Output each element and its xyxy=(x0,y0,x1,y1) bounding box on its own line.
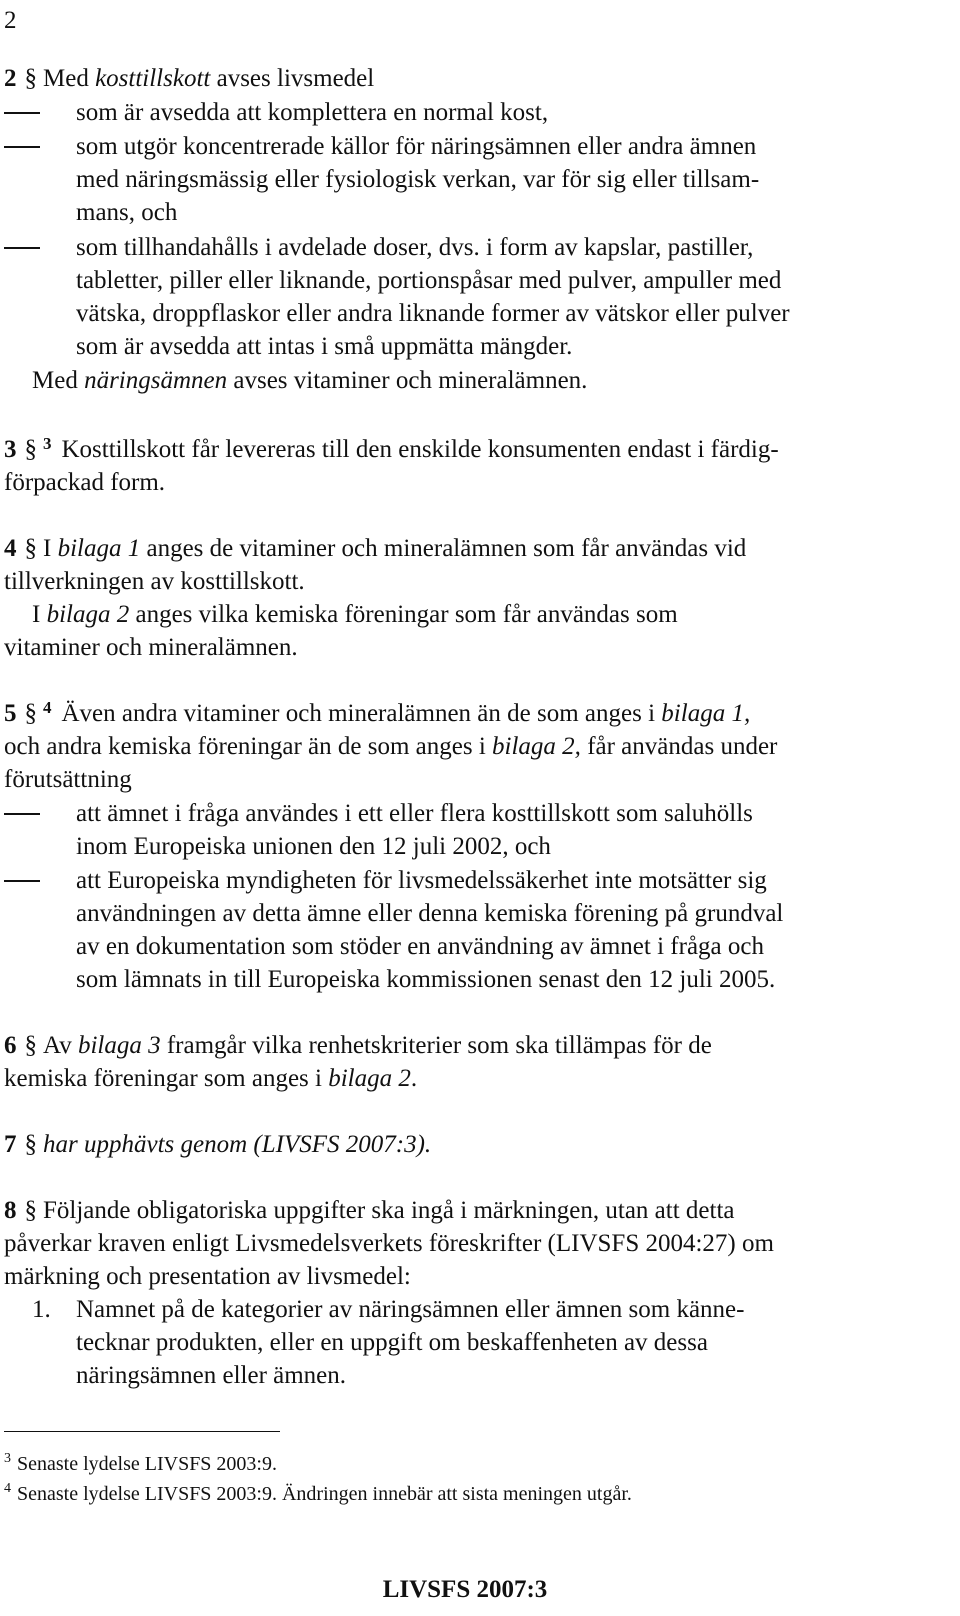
text: och andra kemiska föreningar än de som anges i xyxy=(4,733,493,760)
footnote-ref: 4 xyxy=(43,698,52,717)
section-3-heading-line xyxy=(4,433,779,468)
text: Följande obligatoriska uppgifter ska ingå i märkningen, utan att detta xyxy=(43,1197,735,1224)
paragraph-line xyxy=(4,730,777,763)
footnote-text: Senaste lydelse LIVSFS 2003:9. xyxy=(17,1453,277,1475)
list-item-continuation: av en dokumentation som stöder en användning av ämnet i fråga och xyxy=(76,933,764,960)
term-kosttillskott: kosttillskott xyxy=(95,65,211,92)
section-number: 7 xyxy=(4,1131,17,1158)
list-item: som är avsedda att komplettera en normal kost, xyxy=(76,99,549,126)
section-sign: § xyxy=(24,436,37,463)
section-4-heading-line xyxy=(4,532,746,565)
footnote-number: 4 xyxy=(4,1481,11,1496)
footnote-number: 3 xyxy=(4,1451,11,1466)
paragraph-line xyxy=(4,1062,417,1095)
text: . xyxy=(410,1065,418,1092)
section-number: 6 xyxy=(4,1032,17,1059)
dash-bullet xyxy=(4,112,40,114)
paragraph-line xyxy=(32,364,587,397)
list-item-continuation: som är avsedda att intas i små uppmätta mängder. xyxy=(76,333,573,360)
text: anges vilka kemiska föreningar som får användas som xyxy=(129,601,678,628)
list-item-continuation: näringsämnen eller ämnen. xyxy=(76,1362,347,1389)
text: Av xyxy=(43,1032,78,1059)
section-number: 8 xyxy=(4,1197,17,1224)
section-8-heading-line xyxy=(4,1194,735,1227)
text: avses livsmedel xyxy=(210,65,375,92)
text: I xyxy=(32,601,47,628)
dash-bullet xyxy=(4,146,40,148)
section-sign: § xyxy=(24,1197,37,1224)
list-item-continuation: mans, och xyxy=(76,199,178,226)
text: anges de vitaminer och mineralämnen som får användas vid xyxy=(140,535,747,562)
section-6-heading-line xyxy=(4,1029,712,1062)
list-item: att ämnet i fråga användes i ett eller flera kosttillskott som saluhölls xyxy=(76,800,753,827)
section-number: 3 xyxy=(4,436,17,463)
section-sign: § xyxy=(24,1131,37,1158)
paragraph-line: förpackad form. xyxy=(4,469,166,496)
section-sign: § xyxy=(24,700,37,727)
text: Även andra vitaminer och mineralämnen än de som anges i xyxy=(61,700,662,727)
section-7-heading-line xyxy=(4,1128,431,1161)
footnote xyxy=(4,1450,277,1481)
dash-bullet xyxy=(4,880,40,882)
text: avses vitaminer och mineralämnen. xyxy=(227,367,588,394)
footnote-text: Senaste lydelse LIVSFS 2003:9. Ändringen innebär att sista meningen utgår. xyxy=(17,1483,632,1505)
paragraph-line: tillverkningen av kosttillskott. xyxy=(4,568,305,595)
reference-bilaga-3: bilaga 3 xyxy=(77,1032,161,1059)
list-item-continuation: tabletter, piller eller liknande, portionspåsar med pulver, ampuller med xyxy=(76,267,782,294)
section-number: 4 xyxy=(4,535,17,562)
section-sign: § xyxy=(24,65,37,92)
section-number: 2 xyxy=(4,65,17,92)
document-footer: LIVSFS 2007:3 xyxy=(382,1576,548,1603)
section-number: 5 xyxy=(4,700,17,727)
repealed-note: har upphävts genom (LIVSFS 2007:3). xyxy=(43,1131,432,1158)
text: Kosttillskott får levereras till den enskilde konsumenten endast i färdig- xyxy=(61,436,779,463)
list-item-number: 1. xyxy=(32,1296,51,1323)
list-item-continuation: inom Europeiska unionen den 12 juli 2002, och xyxy=(76,833,551,860)
list-item: som utgör koncentrerade källor för näringsämnen eller andra ämnen xyxy=(76,133,757,160)
dash-bullet xyxy=(4,813,40,815)
reference-bilaga-2: bilaga 2 xyxy=(46,601,130,628)
paragraph-line: påverkar kraven enligt Livsmedelsverkets föreskrifter (LIVSFS 2004:27) om xyxy=(4,1230,774,1257)
reference-bilaga-2: bilaga 2, xyxy=(492,733,581,760)
reference-bilaga-1: bilaga 1 xyxy=(57,535,141,562)
paragraph-line: vitaminer och mineralämnen. xyxy=(4,634,298,661)
text: Med xyxy=(32,367,85,394)
term-naringsamnen: näringsämnen xyxy=(84,367,228,394)
text: I xyxy=(43,535,58,562)
list-item-continuation: tecknar produkten, eller en uppgift om beskaffenheten av dessa xyxy=(76,1329,708,1356)
text: kemiska föreningar som anges i xyxy=(4,1065,329,1092)
section-sign: § xyxy=(24,1032,37,1059)
footnote-ref: 3 xyxy=(43,434,52,453)
footnote xyxy=(4,1480,632,1511)
list-item-continuation: användningen av detta ämne eller denna kemiska förening på grundval xyxy=(76,900,784,927)
page-number: 2 xyxy=(4,7,17,34)
reference-bilaga-2: bilaga 2 xyxy=(328,1065,411,1092)
section-sign: § xyxy=(24,535,37,562)
footnote-separator xyxy=(4,1431,280,1432)
reference-bilaga-1: bilaga 1, xyxy=(661,700,751,727)
list-item: Namnet på de kategorier av näringsämnen eller ämnen som känne- xyxy=(76,1296,745,1323)
paragraph-line: förutsättning xyxy=(4,766,132,793)
list-item-continuation: som lämnats in till Europeiska kommissionen senast den 12 juli 2005. xyxy=(76,966,776,993)
list-item-continuation: vätska, droppflaskor eller andra liknande former av vätskor eller pulver xyxy=(76,300,790,327)
text: får användas under xyxy=(580,733,778,760)
list-item: att Europeiska myndigheten för livsmedelssäkerhet inte motsätter sig xyxy=(76,867,767,894)
text: Med xyxy=(43,65,96,92)
text: framgår vilka renhetskriterier som ska tillämpas för de xyxy=(160,1032,712,1059)
section-5-heading-line xyxy=(4,697,750,732)
list-item: som tillhandahålls i avdelade doser, dvs. i form av kapslar, pastiller, xyxy=(76,234,754,261)
paragraph-line xyxy=(32,598,678,631)
list-item-continuation: med näringsmässig eller fysiologisk verkan, var för sig eller tillsam- xyxy=(76,166,760,193)
section-2-heading-line xyxy=(4,62,374,95)
paragraph-line: märkning och presentation av livsmedel: xyxy=(4,1263,411,1290)
dash-bullet xyxy=(4,247,40,249)
